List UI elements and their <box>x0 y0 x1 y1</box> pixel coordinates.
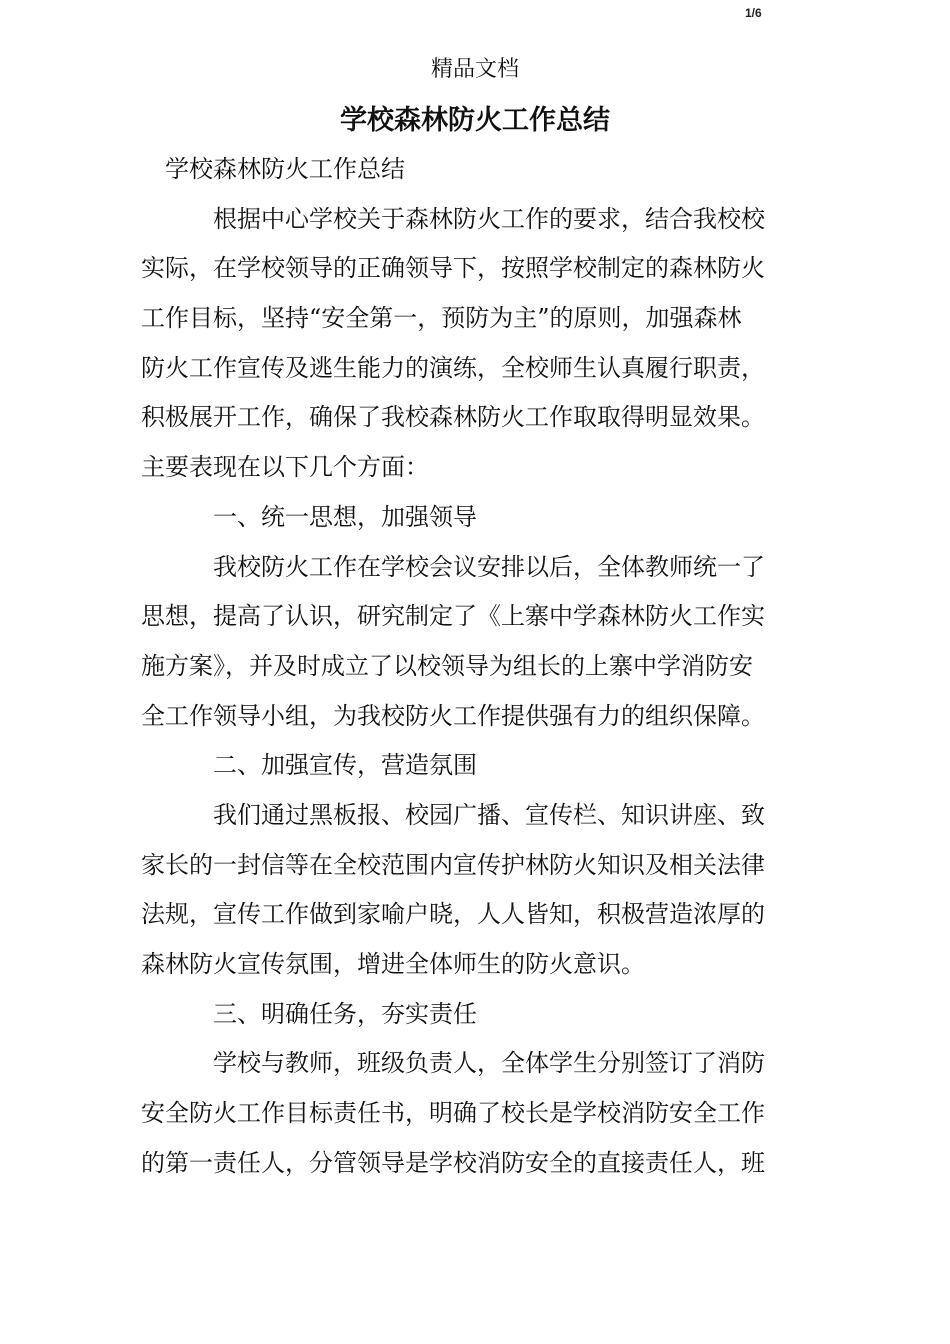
paragraph-line: 防火工作宣传及逃生能力的演练，全校师生认真履行职责， <box>141 353 765 382</box>
paragraph-line: 森林防火宣传氛围，增进全体师生的防火意识。 <box>141 950 645 978</box>
paragraph-line: 安全防火工作目标责任书，明确了校长是学校消防安全工作 <box>141 1099 765 1128</box>
section-heading: 一、统一思想，加强领导 <box>213 502 477 531</box>
section-heading: 三、明确任务，夯实责任 <box>213 999 477 1028</box>
paragraph-line: 实际，在学校领导的正确领导下，按照学校制定的森林防火 <box>141 254 765 283</box>
subtitle-line: 学校森林防火工作总结 <box>165 155 405 183</box>
paragraph-line: 思想，提高了认识，研究制定了《上寨中学森林防火工作实 <box>141 602 765 631</box>
document-title: 学校森林防火工作总结 <box>340 105 610 136</box>
paragraph-line: 法规，宣传工作做到家喻户晓，人人皆知，积极营造浓厚的 <box>141 900 765 929</box>
paragraph-line: 我校防火工作在学校会议安排以后，全体教师统一了 <box>213 552 765 581</box>
paragraph-line: 全工作领导小组，为我校防火工作提供强有力的组织保障。 <box>141 701 765 730</box>
paragraph-line: 积极展开工作，确保了我校森林防火工作取取得明显效果。 <box>141 403 765 432</box>
paragraph-line: 工作目标，坚持“安全第一，预防为主”的原则，加强森林 <box>141 304 742 333</box>
page-number: 1/6 <box>745 6 762 20</box>
document-header-label: 精品文档 <box>430 57 519 82</box>
paragraph-line: 施方案》，并及时成立了以校领导为组长的上寨中学消防安 <box>141 651 753 680</box>
paragraph-line: 我们通过黑板报、校园广播、宣传栏、知识讲座、致 <box>213 800 765 829</box>
paragraph-line: 家长的一封信等在全校范围内宣传护林防火知识及相关法律 <box>141 850 765 879</box>
paragraph-line: 根据中心学校关于森林防火工作的要求，结合我校校 <box>213 204 765 233</box>
paragraph-line: 的第一责任人，分管领导是学校消防安全的直接责任人，班 <box>141 1148 765 1177</box>
section-heading: 二、加强宣传，营造氛围 <box>213 751 477 780</box>
paragraph-line: 学校与教师，班级负责人，全体学生分别签订了消防 <box>213 1049 765 1078</box>
paragraph-line: 主要表现在以下几个方面： <box>141 453 429 482</box>
document-body <box>141 145 821 1188</box>
